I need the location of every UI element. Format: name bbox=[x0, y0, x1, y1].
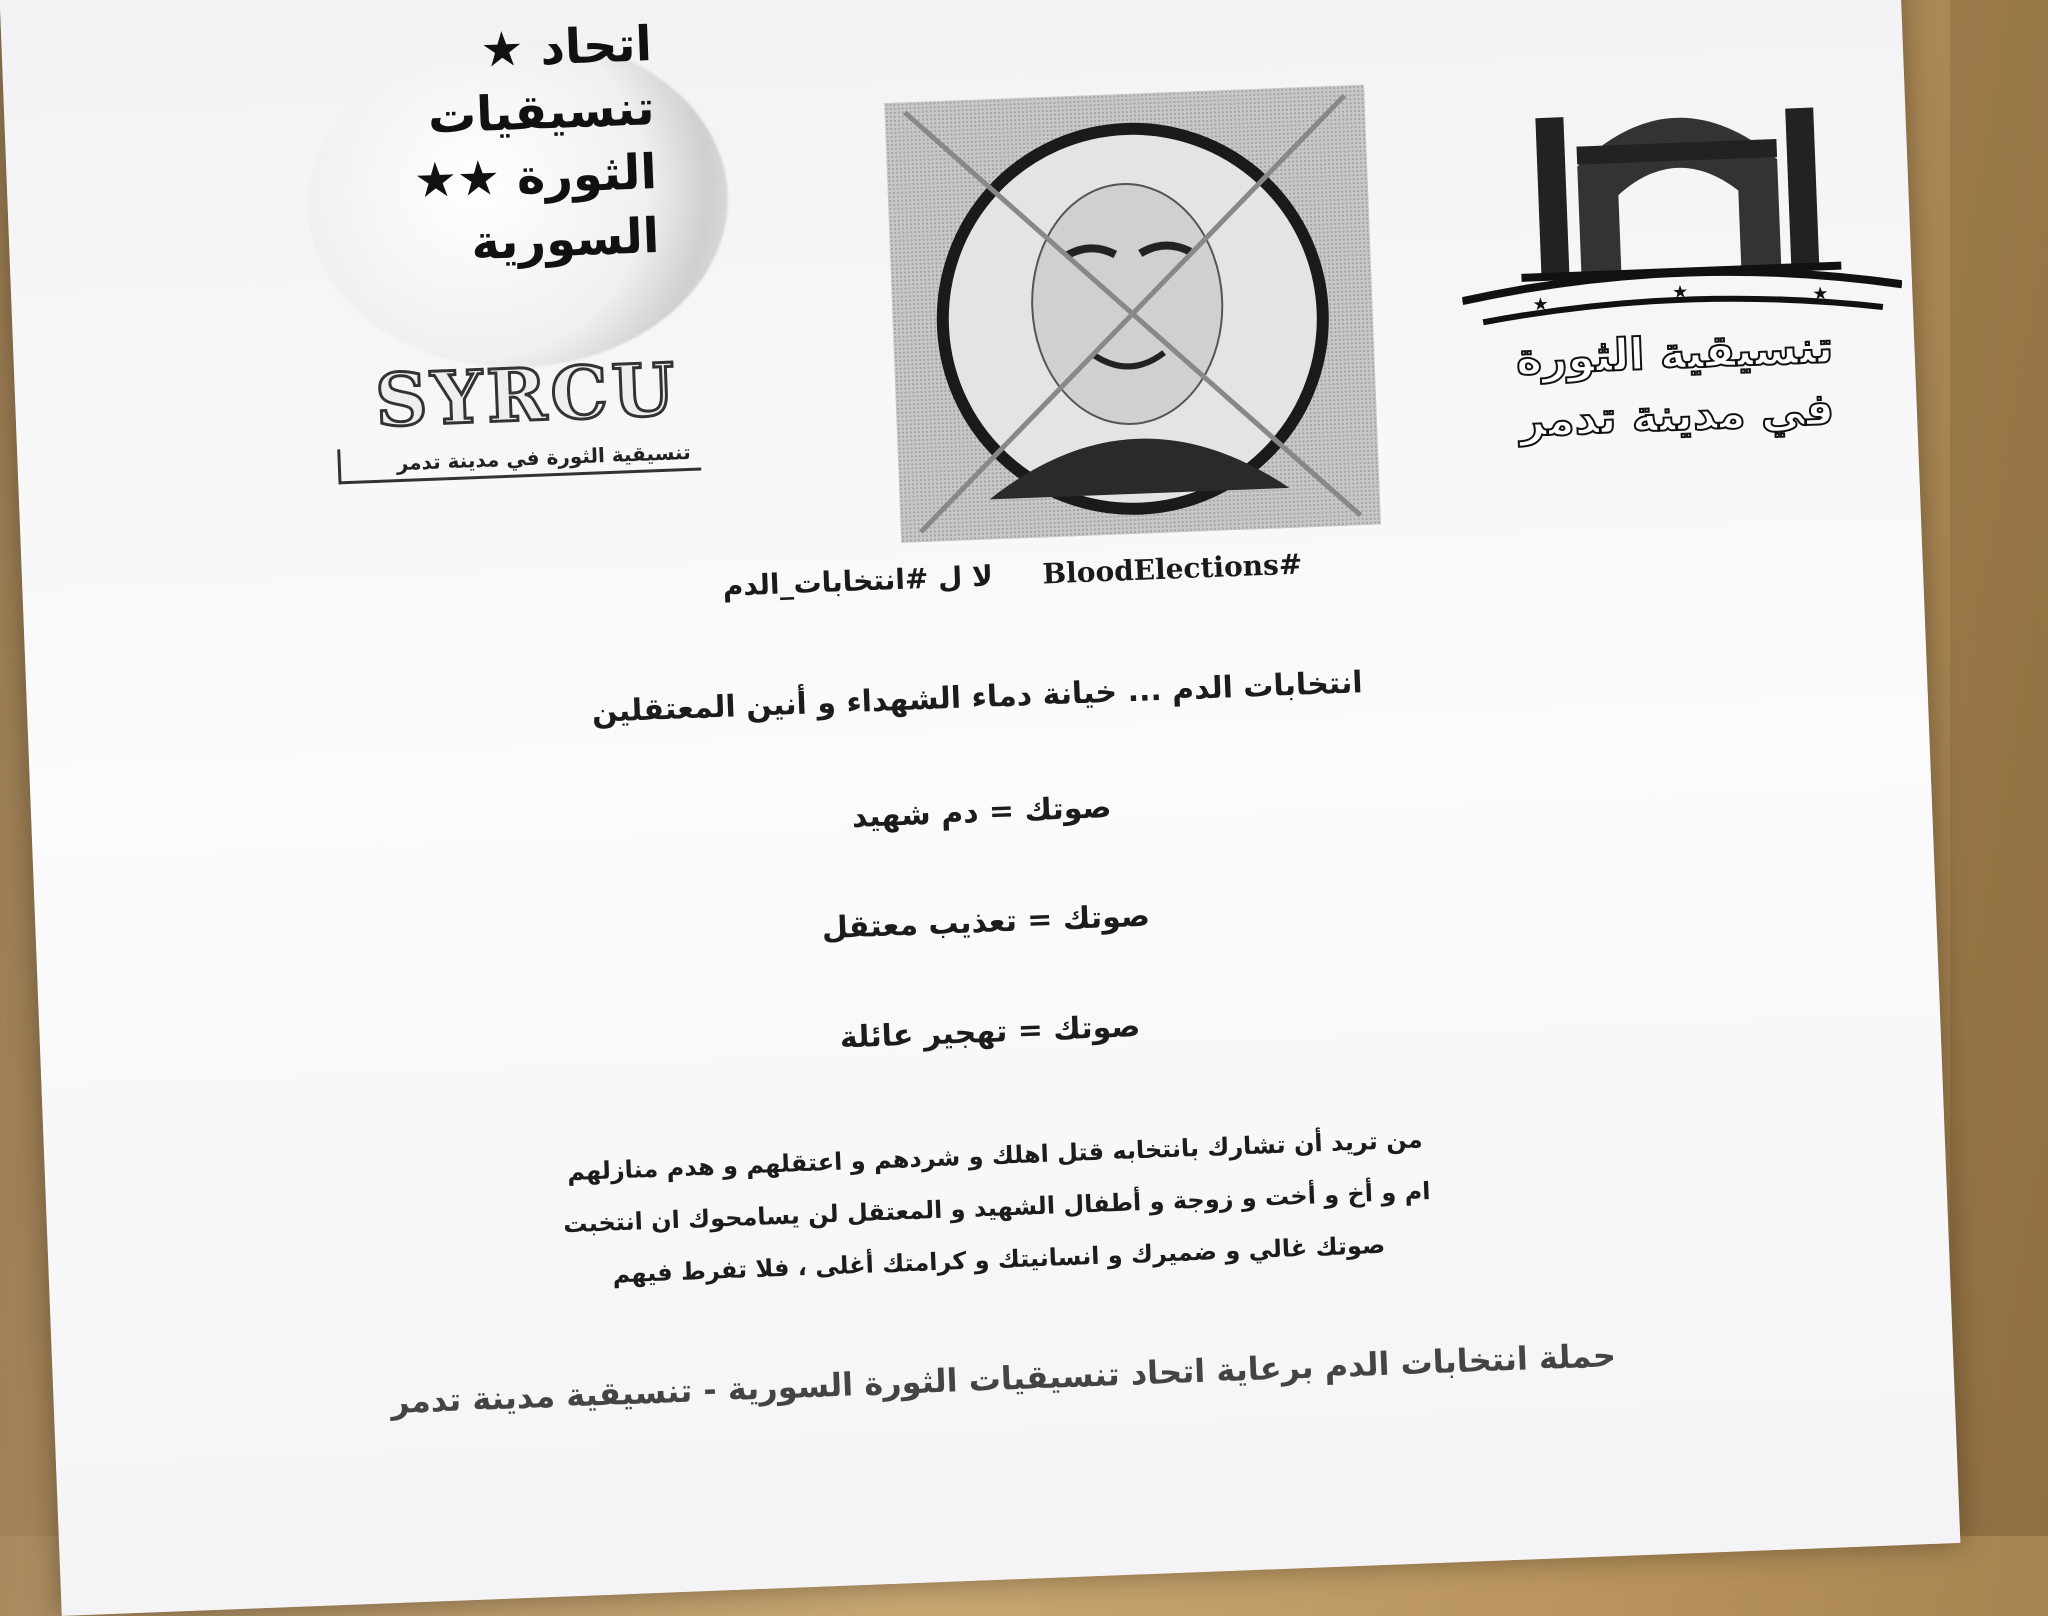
tadmur-logo-text: تنسيقية الثورة في مدينة تدمر bbox=[1515, 321, 1835, 448]
syrcu-logo-arabic: اتحاد ★ تنسيقيات الثورة ★★ السورية bbox=[412, 16, 661, 272]
crossed-out-portrait bbox=[884, 85, 1381, 543]
hashtag-arabic: لا ل #انتخابات_الدم bbox=[722, 559, 994, 603]
syrcu-logo bbox=[280, 0, 760, 526]
hashtag-english: BloodElections# bbox=[1041, 547, 1303, 591]
crossed-portrait-icon bbox=[884, 85, 1381, 543]
svg-text:★: ★ bbox=[1811, 283, 1829, 305]
hashtags bbox=[682, 544, 1381, 603]
slogan-1: صوتك = دم شهيد bbox=[851, 789, 1113, 835]
svg-text:★: ★ bbox=[1532, 293, 1550, 316]
palmyra-arch-icon bbox=[1454, 74, 1903, 331]
tadmur-logo bbox=[1454, 74, 1930, 511]
slogan-3: صوتك = تهجير عائلة bbox=[839, 1009, 1141, 1056]
svg-text:★: ★ bbox=[1671, 281, 1689, 304]
paragraph-line-3: صوتك غالي و ضميرك و انسانيتك و كرامتك أغلى ، فلا تفرط فيهم bbox=[611, 1230, 1386, 1289]
wood-edge-right bbox=[1950, 0, 2048, 1536]
slogan-2: صوتك = تعذيب معتقل bbox=[821, 898, 1151, 947]
paragraph-line-2: ام و أخ و أخت و زوجة و أطفال الشهيد و المعتقل لن يسامحوك ان انتخبت bbox=[562, 1177, 1431, 1239]
syrcu-acronym: SYRCU bbox=[373, 346, 681, 443]
headline: انتخابات الدم ... خيانة دماء الشهداء و أنين المعتقلين bbox=[591, 665, 1364, 730]
paragraph-line-1: من تريد أن تشارك بانتخابه قتل اهلك و شردهم و اعتقلهم و هدم منازلهم bbox=[566, 1125, 1424, 1187]
syrcu-subtitle: تنسيقية الثورة في مدينة تدمر bbox=[337, 436, 701, 485]
footer: حملة انتخابات الدم برعاية اتحاد تنسيقيات الثورة السورية - تنسيقية مدينة تدمر bbox=[390, 1336, 1617, 1422]
